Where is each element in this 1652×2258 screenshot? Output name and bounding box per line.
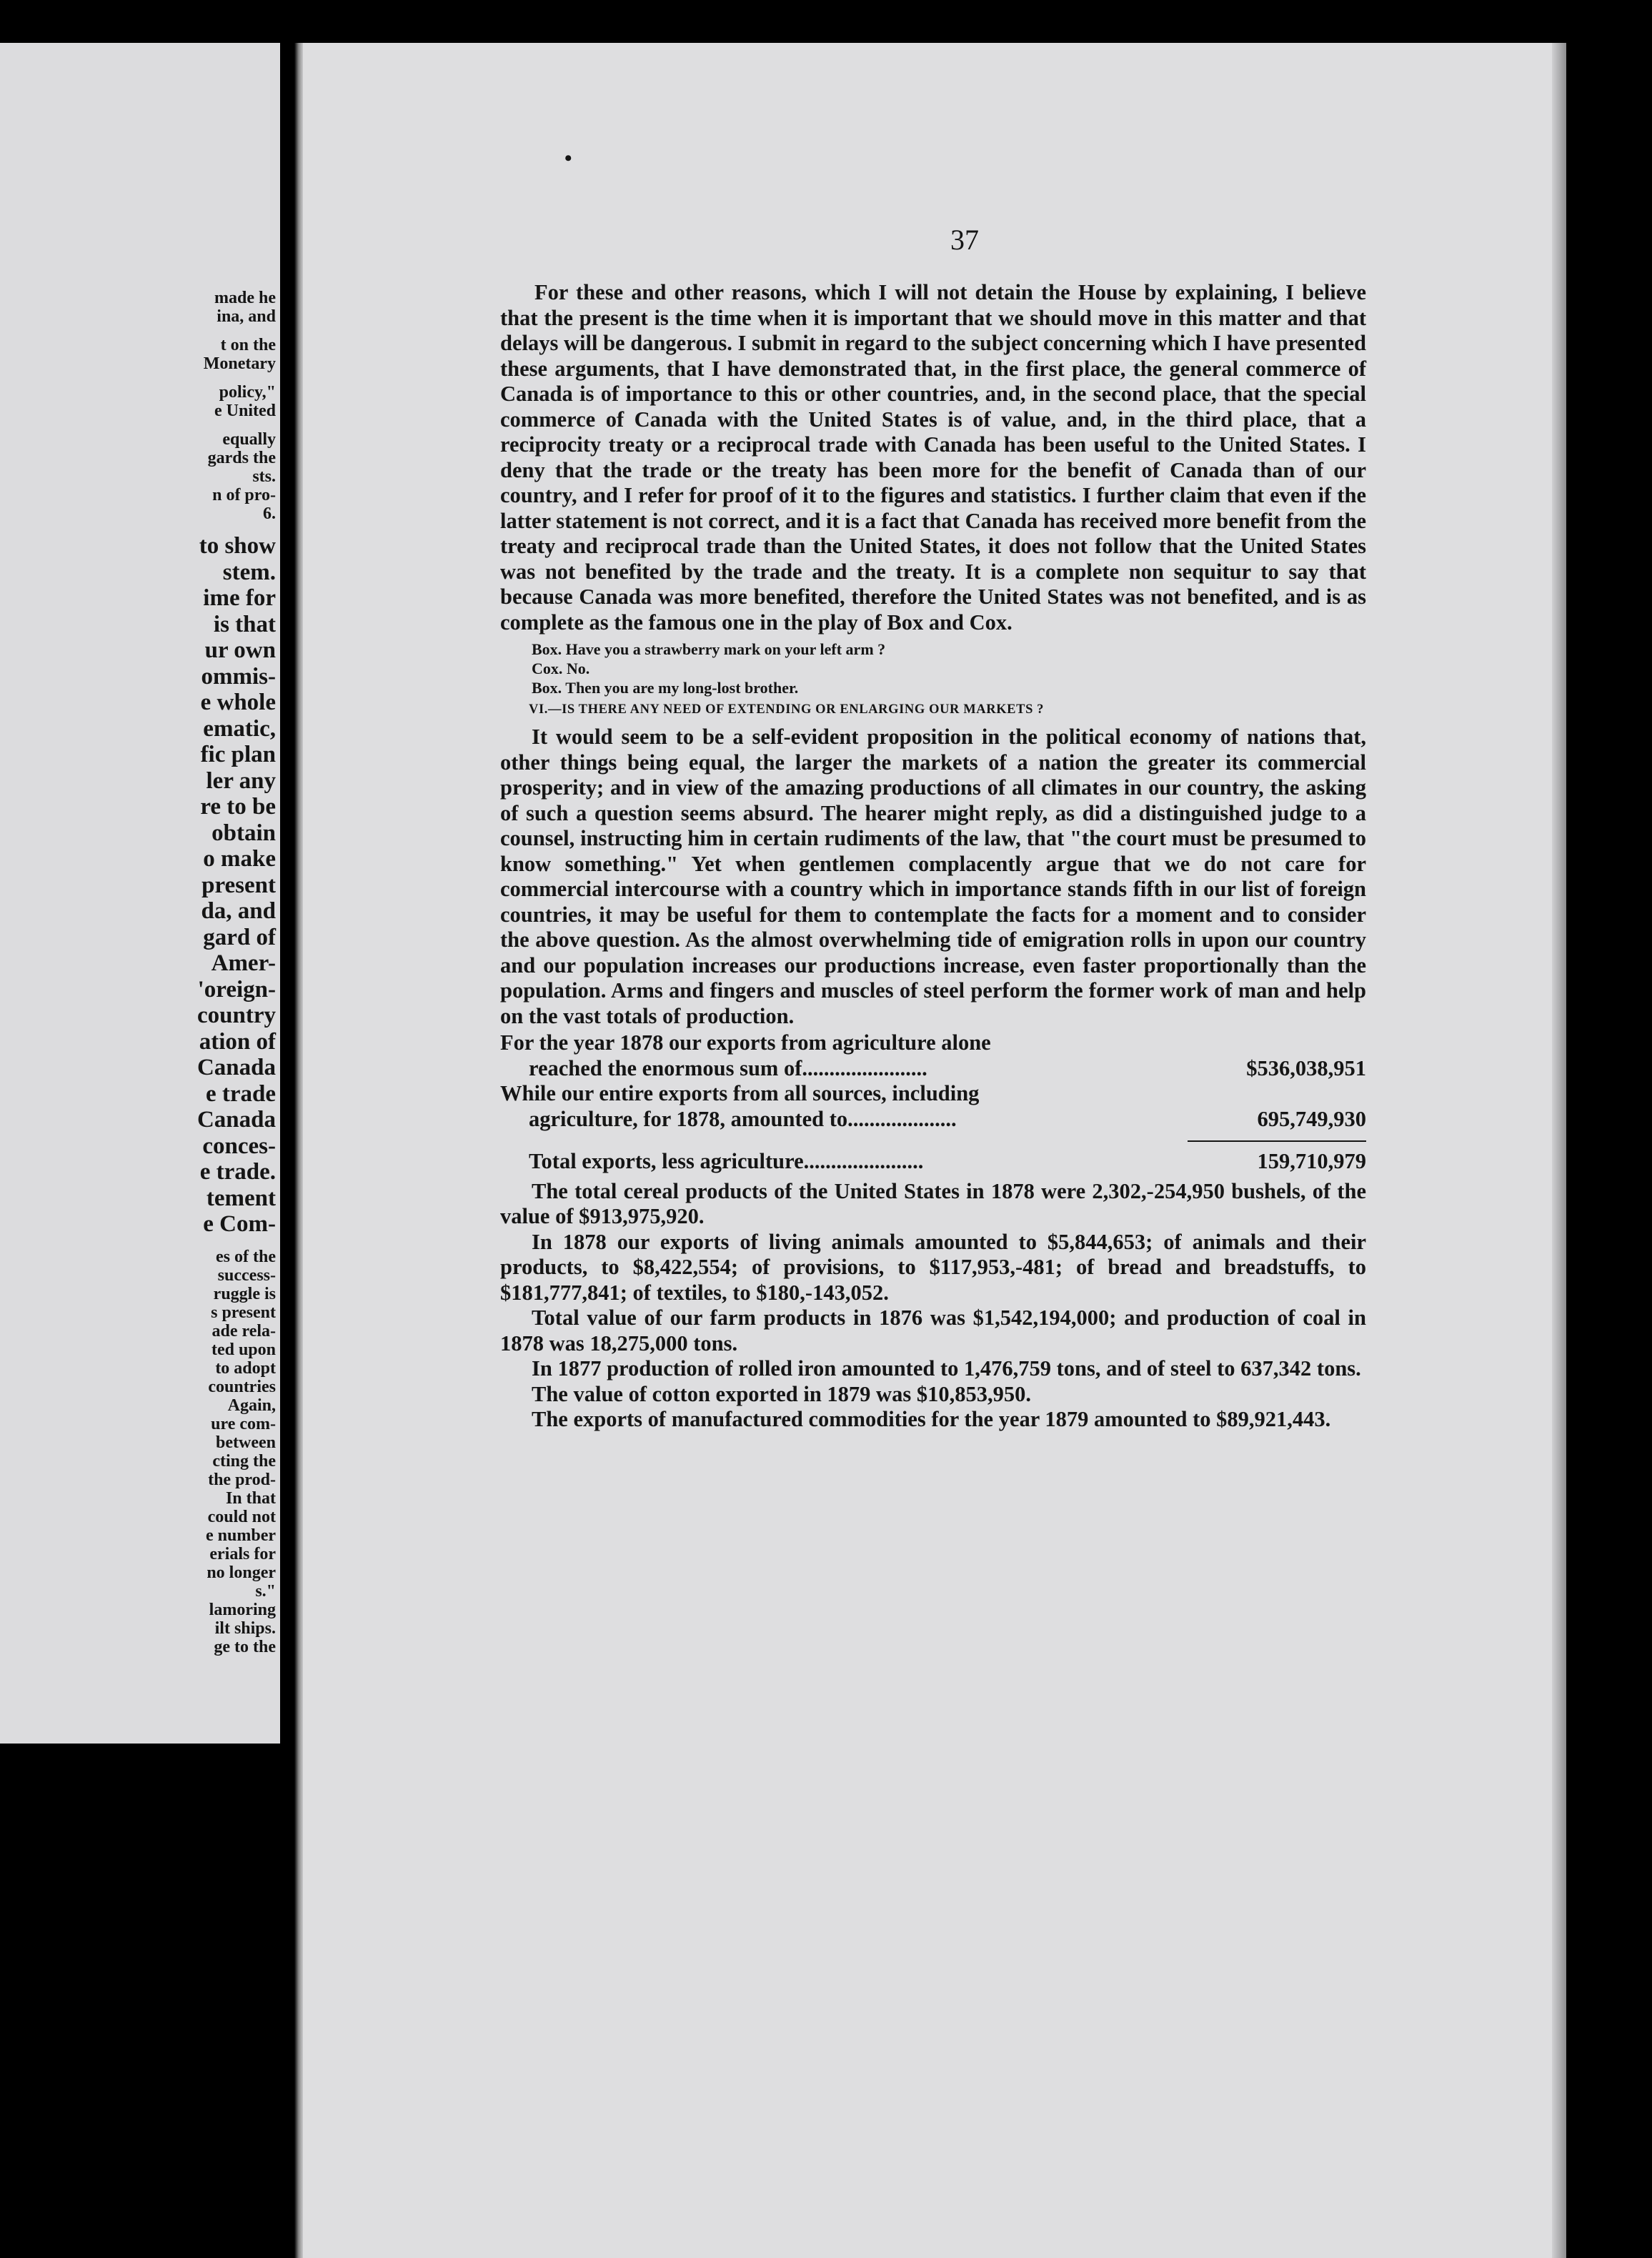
left-page-line: s." bbox=[255, 1581, 276, 1601]
dialogue-line: Box. Have you a strawberry mark on your left arm ? bbox=[532, 640, 886, 658]
left-page-line: policy," bbox=[219, 383, 276, 402]
left-page-line: erials for bbox=[209, 1544, 276, 1563]
left-page-line: ure com- bbox=[211, 1414, 276, 1433]
left-page-line: ge to the bbox=[214, 1637, 276, 1656]
left-page-line: could not bbox=[207, 1507, 276, 1526]
left-page-line: o make bbox=[203, 846, 276, 872]
paragraph-7: The value of cotton exported in 1879 was $10,853,950. bbox=[532, 1381, 1031, 1406]
paragraph-4: In 1878 our exports of living animals amounted to $5,844,653; of animals and their products, to $8,422,554; of provisions, to $117,953,-481; of bread and breadstuffs, to $181,777,841; of textiles, to $180,-143,052. bbox=[500, 1229, 1366, 1305]
left-page-line: e United bbox=[214, 402, 276, 420]
left-page-line: gards the bbox=[207, 449, 276, 467]
left-page-line: fic plan bbox=[200, 742, 276, 767]
left-page-line: t on the bbox=[220, 336, 276, 354]
left-page-line: e Com- bbox=[203, 1211, 276, 1237]
left-page-line: to show bbox=[199, 533, 276, 559]
stat-value: 695,749,930 bbox=[1257, 1106, 1366, 1131]
left-page-line: ime for bbox=[203, 585, 276, 611]
left-page-line: Monetary bbox=[203, 354, 276, 373]
paragraph-6: In 1877 production of rolled iron amounted to 1,476,759 tons, and of steel to 637,342 tons. bbox=[532, 1356, 1361, 1381]
page-number: 37 bbox=[950, 224, 979, 256]
left-page-line: e trade bbox=[205, 1080, 276, 1107]
left-page-line: 6. bbox=[263, 504, 276, 523]
left-page-line: s present bbox=[211, 1303, 276, 1322]
left-page-line: country bbox=[197, 1003, 276, 1028]
left-page-line: success- bbox=[217, 1265, 276, 1285]
stat-label: While our entire exports from all sources, including bbox=[500, 1081, 980, 1105]
left-page-line: made he bbox=[214, 289, 276, 307]
left-page-line: n of pro- bbox=[212, 486, 276, 504]
paragraph-5: Total value of our farm products in 1876 was $1,542,194,000; and production of coal in 1878 was 18,275,000 tons. bbox=[500, 1305, 1366, 1356]
section-heading: VI.—IS THERE ANY NEED OF EXTENDING OR ENLARGING OUR MARKETS ? bbox=[529, 702, 1045, 717]
left-page-line: Again, bbox=[227, 1396, 276, 1415]
left-page-line: ruggle is bbox=[213, 1284, 276, 1303]
left-page-line: tement bbox=[206, 1185, 276, 1211]
left-page-line: e whole bbox=[200, 690, 276, 715]
left-page-line: is that bbox=[213, 611, 276, 637]
left-page-line: ematic, bbox=[203, 715, 276, 742]
left-page-line: ina, and bbox=[217, 307, 276, 326]
stat-label: For the year 1878 our exports from agriculture alone bbox=[500, 1030, 991, 1055]
left-page-line: ilt ships. bbox=[214, 1618, 276, 1638]
paragraph-2: It would seem to be a self-evident proposition in the political economy of nations that, other things being equal, the larger the markets of a nation the greater its commercial prosperity; and in view of the amazing productions of all climates in our country, the asking of such a question seems absurd. The hearer might reply, as did a distinguished judge to a counsel, instructing him in certain rudiments of the law, that "the court must be presumed to know something." Yet when gentlemen complacently argue that we do not care for commercial intercourse with a country which in importance stands fifth in our list of foreign countries, it may be useful for them to contemplate the facts for a moment and to consider the above question. As the almost overwhelming tide of emigration rolls in upon our country and our population increases our productions increase, even faster proportionally than the population. Arms and fingers and muscles of steel perform the former work of man and help on the vast totals of production. bbox=[500, 725, 1366, 1028]
left-page-line: ade rela- bbox=[212, 1321, 276, 1341]
left-page-line: es of the bbox=[216, 1247, 276, 1266]
left-page-line: present bbox=[201, 872, 276, 898]
left-page-line: between bbox=[216, 1433, 276, 1452]
left-page-line: the prod- bbox=[208, 1470, 276, 1489]
left-page-line: cting the bbox=[212, 1451, 276, 1471]
left-page-line: gard of bbox=[203, 924, 276, 950]
left-page-line: Canada bbox=[196, 1055, 276, 1080]
left-page-line: countries bbox=[208, 1377, 276, 1396]
page-edge bbox=[1552, 43, 1566, 2258]
stat-label: reached the enormous sum of....................... bbox=[529, 1055, 927, 1080]
dialogue-line: Cox. No. bbox=[532, 660, 590, 677]
paragraph-1: For these and other reasons, which I will not detain the House by explaining, I believe that the present is the time when it is important that we should move in this matter and that delays will be dangerous. I submit in regard to the subject concerning which I have presented these arguments, that I have demonstrated that, in the first place, the general commerce of Canada is of importance to this or other countries, and, in the second place, that the special commerce of Canada with the United States is of value, and, in the third place, that a reciprocity treaty or a reciprocal trade with Canada has been useful to the United States. I deny that the trade or the treaty has been more for the benefit of Canada than of our country, and I refer for proof of it to the figures and statistics. I further claim that even if the latter statement is not correct, and it is a fact that Canada has received more benefit from the treaty and reciprocal trade than the United States, it does not follow that the United States was not benefited by the trade and the treaty. It is a complete non sequitur to say that because Canada was more benefited, therefore the United States was not benefited, and is as complete as the famous one in the play of Box and Cox. bbox=[500, 280, 1366, 635]
dialogue bbox=[532, 640, 1366, 697]
left-page-line: ation of bbox=[199, 1028, 276, 1055]
stat-label: Total exports, less agriculture...................... bbox=[529, 1149, 924, 1173]
left-page-line: no longer bbox=[206, 1563, 276, 1582]
dialogue-line: Box. Then you are my long-lost brother. bbox=[532, 679, 799, 697]
left-page-line: obtain bbox=[212, 820, 276, 846]
export-stats bbox=[500, 1030, 1366, 1175]
left-page-line: sts. bbox=[252, 467, 276, 486]
left-page-line: equally bbox=[222, 430, 276, 449]
left-page-line: e trade. bbox=[199, 1159, 276, 1185]
total-rule bbox=[1188, 1140, 1366, 1142]
left-page-line: conces- bbox=[202, 1133, 276, 1159]
paragraph-3: The total cereal products of the United States in 1878 were 2,302,-254,950 bushels, of the value of $913,975,920. bbox=[500, 1178, 1366, 1228]
left-page-line: ted upon bbox=[211, 1340, 276, 1359]
left-page-line: Canada bbox=[196, 1107, 276, 1133]
stat-label: agriculture, for 1878, amounted to.................... bbox=[529, 1106, 957, 1131]
left-page-line: to adopt bbox=[215, 1358, 276, 1378]
page-gutter bbox=[280, 43, 303, 2258]
ink-speck: • bbox=[564, 146, 572, 170]
text-block bbox=[500, 280, 1366, 1433]
left-page-line: stem. bbox=[222, 559, 276, 585]
left-page-line: ler any bbox=[206, 767, 276, 794]
left-page-line: re to be bbox=[200, 794, 276, 820]
stat-value: $536,038,951 bbox=[1246, 1055, 1366, 1080]
paragraph-8: The exports of manufactured commodities for the year 1879 amounted to $89,921,443. bbox=[532, 1407, 1331, 1431]
left-page-line: 'oreign- bbox=[197, 976, 276, 1003]
left-page-line: da, and bbox=[201, 898, 276, 924]
left-page-line: ur own bbox=[204, 637, 276, 663]
left-page-fragment bbox=[0, 43, 280, 1744]
left-page-line: e number bbox=[206, 1526, 276, 1545]
stat-value: 159,710,979 bbox=[1257, 1149, 1366, 1173]
left-page-line: In that bbox=[225, 1488, 276, 1508]
left-page-line: Amer- bbox=[211, 950, 276, 976]
left-page-line: lamoring bbox=[209, 1600, 276, 1619]
left-page-line: ommis- bbox=[201, 663, 276, 690]
